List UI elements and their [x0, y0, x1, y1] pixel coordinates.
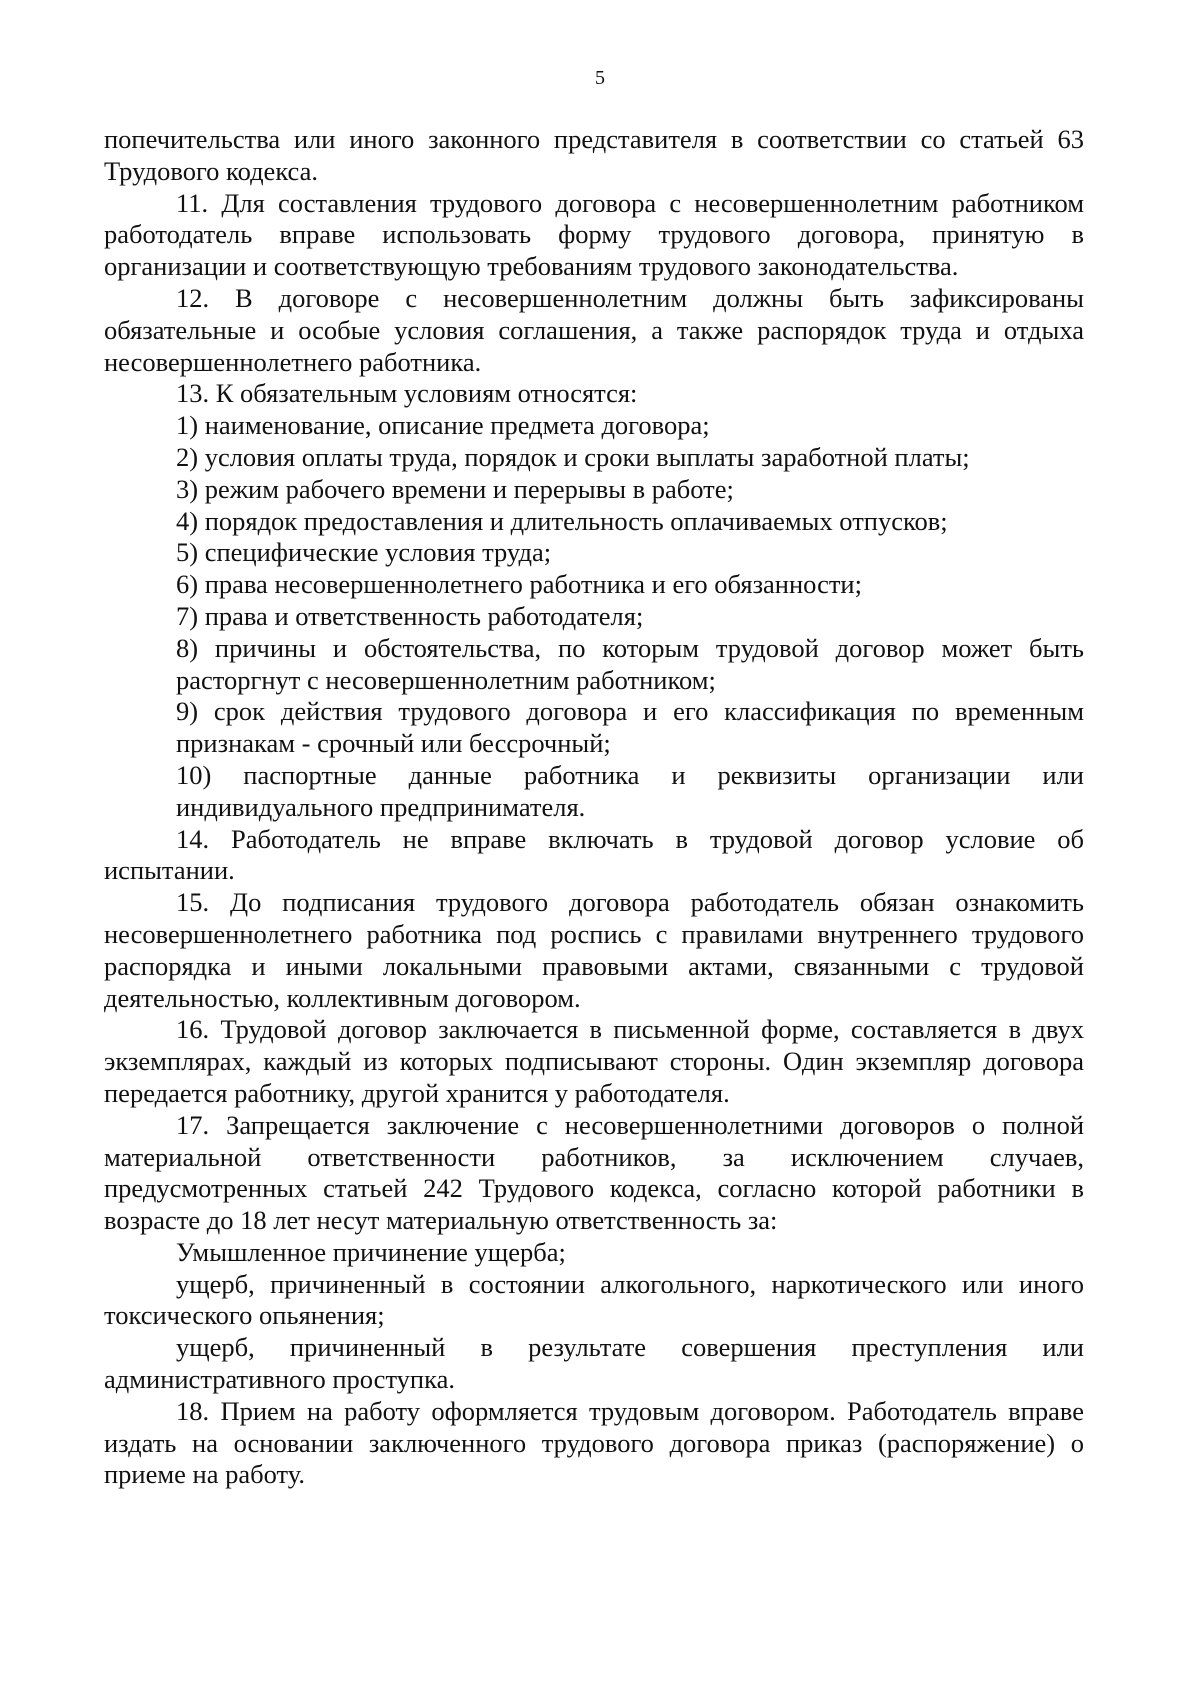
document-body: [104, 124, 1084, 1491]
liability-item-intentional: Умышленное причинение ущерба;: [176, 1236, 566, 1267]
paragraph-continuation: попечительства или иного законного представителя в соответствии со статьей 63 Трудового кодекса.: [104, 124, 1084, 186]
paragraph-15: 15. До подписания трудового договора работодатель обязан ознакомить несовершеннолетнего работника под роспись с правилами внутреннего трудового распорядка и иными локальными правовыми актами, связанными с трудовой деятельностью, коллективным договором.: [104, 887, 1084, 1013]
paragraph-14: 14. Работодатель не вправе включать в трудовой договор условие об испытании.: [104, 823, 1084, 886]
paragraph-13: 13. К обязательным условиям относятся:: [176, 378, 638, 409]
paragraph-11: 11. Для составления трудового договора с несовершеннолетним работником работодатель вправе использовать форму трудового договора, принятую в организации и соответствующую требованиям трудового законодательства.: [104, 187, 1084, 282]
list-item-5: 5) специфические условия труда;: [176, 537, 552, 568]
list-item-3: 3) режим рабочего времени и перерывы в работе;: [176, 473, 734, 504]
list-item-10: 10) паспортные данные работника и реквизиты организации или индивидуального предпринимателя.: [176, 759, 1084, 822]
liability-item-intoxication: ущерб, причиненный в состоянии алкогольного, наркотического или иного токсического опьянения;: [104, 1268, 1084, 1331]
paragraph-16: 16. Трудовой договор заключается в письменной форме, составляется в двух экземплярах, каждый из которых подписывают стороны. Один экземпляр договора передается работнику, другой хранится у работодателя.: [104, 1014, 1084, 1108]
paragraph-12: 12. В договоре с несовершеннолетним должны быть зафиксированы обязательные и особые условия соглашения, а также распорядок труда и отдыха несовершеннолетнего работника.: [104, 282, 1084, 377]
list-item-7: 7) права и ответственность работодателя;: [176, 600, 644, 631]
list-item-1: 1) наименование, описание предмета договора;: [176, 410, 710, 441]
list-item-2: 2) условия оплаты труда, порядок и сроки выплаты заработной платы;: [176, 441, 970, 472]
list-item-9: 9) срок действия трудового договора и его классификация по временным признакам - срочный или бессрочный;: [176, 696, 1084, 759]
paragraph-17: 17. Запрещается заключение с несовершеннолетними договоров о полной материальной ответственности работников, за исключением случаев, предусмотренных статьей 242 Трудового кодекса, согласно которой работники в возрасте до 18 лет несут материальную ответственность за:: [104, 1109, 1084, 1236]
paragraph-18: 18. Прием на работу оформляется трудовым договором. Работодатель вправе издать на основании заключенного трудового договора приказ (распоряжение) о приеме на работу.: [104, 1395, 1084, 1490]
list-item-8: 8) причины и обстоятельства, по которым трудовой договор может быть расторгнут с несовершеннолетним работником;: [176, 632, 1084, 695]
liability-item-crime: ущерб, причиненный в результате совершения преступления или административного проступка.: [104, 1332, 1084, 1395]
list-item-4: 4) порядок предоставления и длительность оплачиваемых отпусков;: [176, 505, 948, 536]
list-item-6: 6) права несовершеннолетнего работника и его обязанности;: [176, 569, 862, 600]
page-number: 5: [595, 67, 605, 89]
